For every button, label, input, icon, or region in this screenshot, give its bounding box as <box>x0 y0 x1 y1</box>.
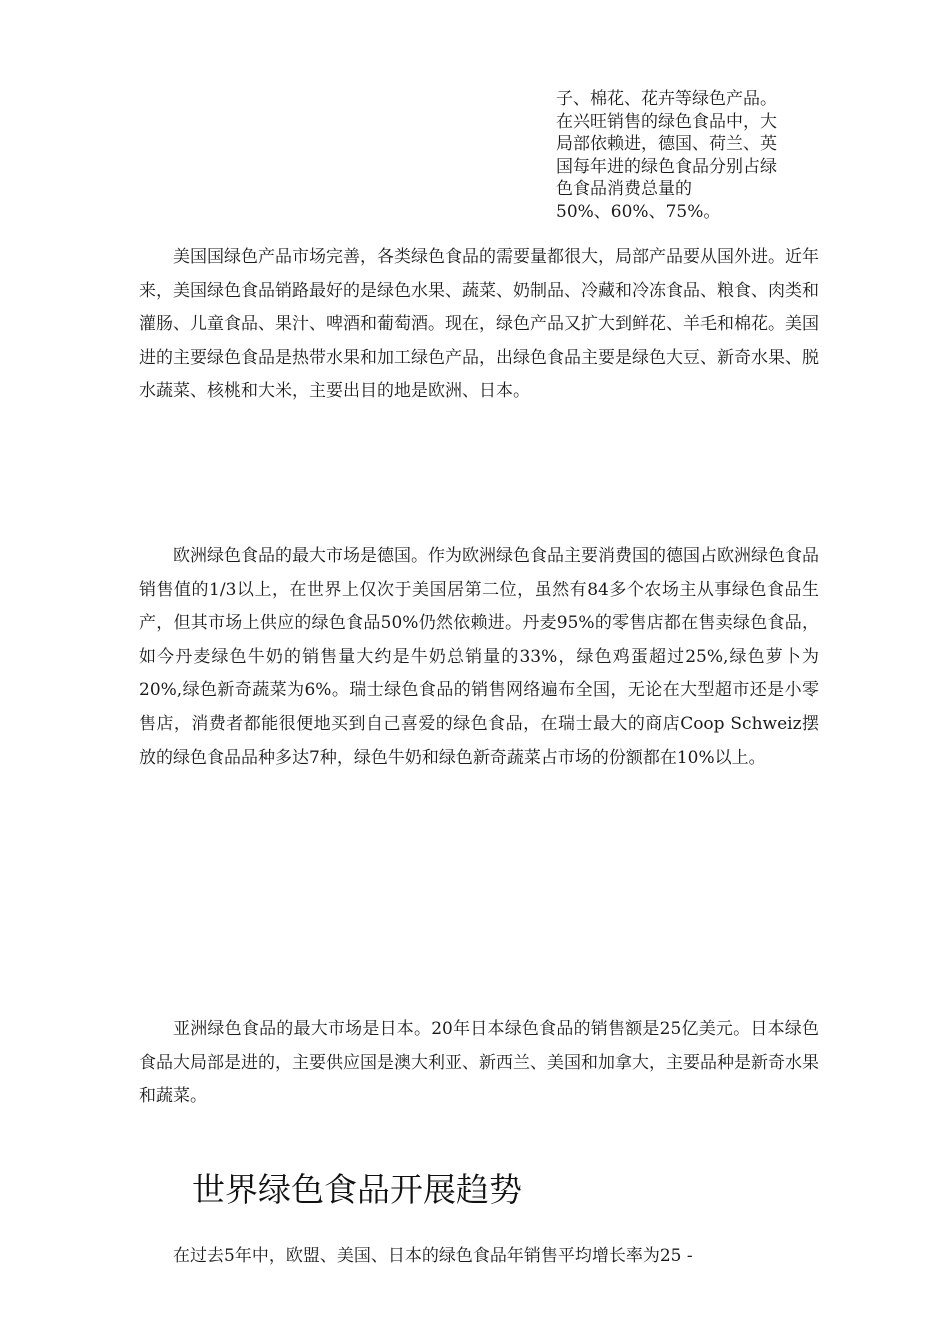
section-heading: 世界绿色食品开展趋势 <box>192 1170 522 1209</box>
sidebar-line: 50%、60%、75%。 <box>556 201 721 222</box>
sidebar-line: 子、棉花、花卉等绿色产品。 <box>556 89 777 109</box>
sidebar-line: 国每年进的绿色食品分别占绿 <box>556 156 777 177</box>
sidebar-line: 色食品消费总量的 <box>556 179 692 199</box>
sidebar-line: 在兴旺销售的绿色食品中，大 <box>556 111 777 132</box>
paragraph-growth-trend: 在过去5年中，欧盟、美国、日本的绿色食品年销售平均增长率为25 - <box>173 1246 693 1266</box>
paragraph-europe-market: 欧洲绿色食品的最大市场是德国。作为欧洲绿色食品主要消费国的德国占欧洲绿色食品销售值的1/3以上，在世界上仅次于美国居第二位，虽然有84多个农场主从事绿色食品生产，但其市场上供应的绿色食品50%仍然依赖进。丹麦95%的零售店都在售卖绿色食品，如今丹麦绿色牛奶的销售量大约是牛奶总销量的33%，绿色鸡蛋超过25%,绿色萝卜为20%,绿色新奇蔬菜为6%。瑞士绿色食品的销售网络遍布全国，无论在大型超市还是小零售店，消费者都能很便地买到自己喜爱的绿色食品，在瑞士最大的商店Coop Schweiz摆放的绿色食品品种多达7种，绿色牛奶和绿色新奇蔬菜占市场的份额都在10%以上。 <box>139 546 819 768</box>
paragraph-asia-market: 亚洲绿色食品的最大市场是日本。20年日本绿色食品的销售额是25亿美元。日本绿色食品大局部是进的，主要供应国是澳大利亚、新西兰、美国和加拿大，主要品种是新奇水果和蔬菜。 <box>139 1019 819 1107</box>
sidebar-text-block <box>556 88 814 223</box>
paragraph-usa-market: 美国国绿色产品市场完善，各类绿色食品的需要量都很大，局部产品要从国外进。近年来，美国绿色食品销路最好的是绿色水果、蔬菜、奶制品、冷藏和冷冻食品、粮食、肉类和灌肠、儿童食品、果汁、啤酒和葡萄酒。现在，绿色产品又扩大到鲜花、羊毛和棉花。美国进的主要绿色食品是热带水果和加工绿色产品，出绿色食品主要是绿色大豆、新奇水果、脱水蔬菜、核桃和大米，主要出目的地是欧洲、日本。 <box>139 247 819 402</box>
sidebar-line: 局部依赖进，德国、荷兰、英 <box>556 134 777 154</box>
